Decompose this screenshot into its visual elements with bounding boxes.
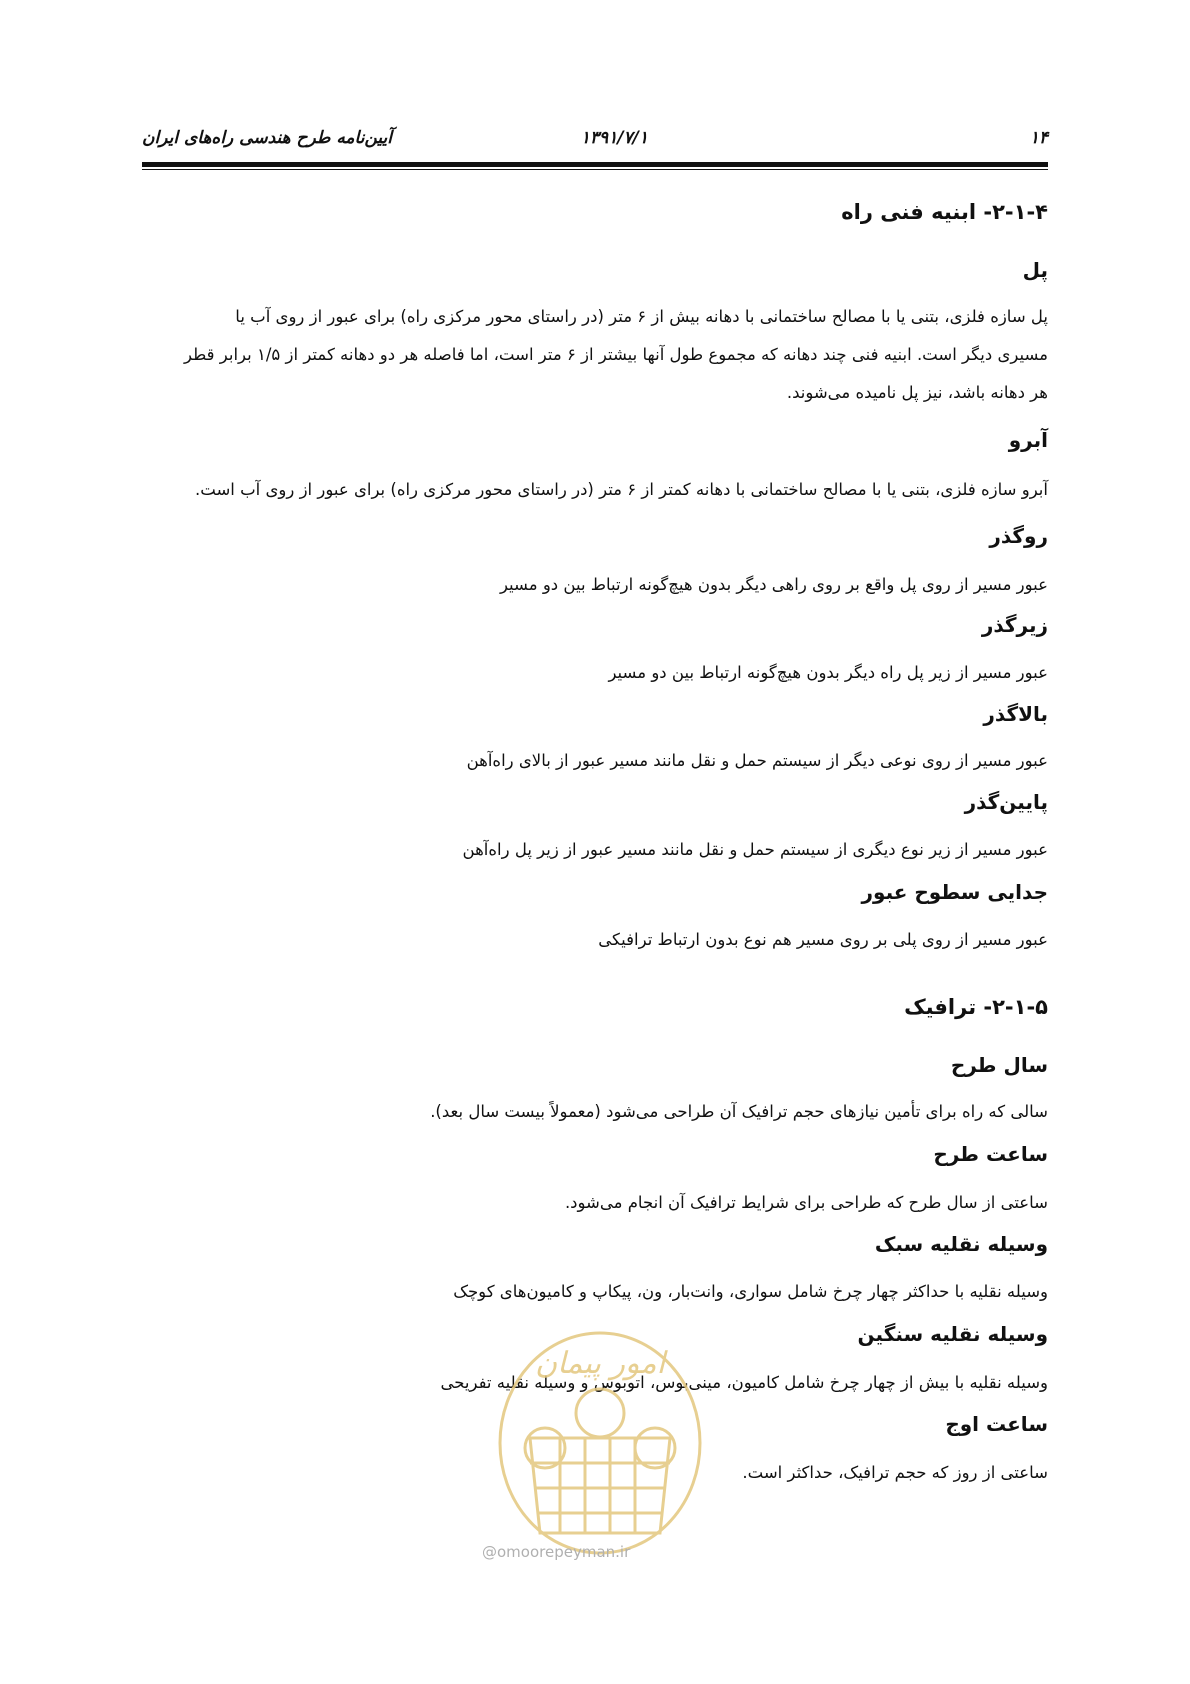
term-definition: وسیله نقلیه با بیش از چهار چرخ شامل کامیون، مینی‌بوس، اتوبوس و وسیله نقلیه تفریحی [440, 1373, 1048, 1392]
term-heading: پایین‌گذر [964, 790, 1048, 814]
header-title: آیین‌نامه طرح هندسی راه‌های ایران [142, 128, 392, 148]
term-definition: عبور مسیر از زیر پل راه دیگر بدون هیچ‌گونه ارتباط بین دو مسیر [608, 663, 1048, 682]
term-definition: عبور مسیر از روی پلی بر روی مسیر هم نوع بدون ارتباط ترافیکی [598, 930, 1048, 949]
watermark-logo-text: امور پیمان [535, 1346, 665, 1381]
term-definition: سالی که راه برای تأمین نیازهای حجم ترافیک آن طراحی می‌شود (معمولاً بیست سال بعد). [430, 1102, 1048, 1121]
watermark-grid-cols [560, 1438, 635, 1533]
paragraph-line: هر دهانه باشد، نیز پل نامیده می‌شوند. [786, 383, 1048, 402]
section-heading: ۲-۱-۴- ابنیه فنی راه [841, 200, 1048, 224]
term-heading: روگذر [989, 524, 1048, 548]
term-heading: ساعت طرح [933, 1142, 1048, 1166]
term-definition: عبور مسیر از روی نوعی دیگر از سیستم حمل و نقل مانند مسیر عبور از بالای راه‌آهن [466, 751, 1048, 770]
watermark-grid-frame [530, 1438, 670, 1533]
header-date: ۱۳۹۱/۷/۱ [580, 128, 648, 148]
term-heading: ساعت اوج [945, 1412, 1048, 1436]
term-heading: زیرگذر [981, 613, 1048, 637]
term-definition: عبور مسیر از زیر نوع دیگری از سیستم حمل و نقل مانند مسیر عبور از زیر پل راه‌آهن [462, 840, 1048, 859]
section-heading: ۲-۱-۵- ترافیک [904, 995, 1048, 1019]
term-heading: سال طرح [950, 1053, 1048, 1077]
header-rule-thin [142, 169, 1048, 170]
term-heading: وسیله نقلیه سنگین [857, 1322, 1048, 1346]
page-header [142, 126, 1048, 160]
term-definition: وسیله نقلیه با حداکثر چهار چرخ شامل سواری، وانت‌بار، ون، پیکاپ و کامیون‌های کوچک [453, 1282, 1048, 1301]
paragraph-line: پل سازه فلزی، بتنی یا با مصالح ساختمانی با دهانه بیش از ۶ متر (در راستای محور مرکزی راه) برای عبور از روی آب یا [235, 307, 1048, 326]
term-definition: عبور مسیر از روی پل واقع بر روی راهی دیگر بدون هیچ‌گونه ارتباط بین دو مسیر [499, 575, 1048, 594]
term-heading: آبرو [1008, 428, 1048, 452]
term-definition: آبرو سازه فلزی، بتنی یا با مصالح ساختمانی با دهانه کمتر از ۶ متر (در راستای محور مرکزی راه) برای عبور از روی آب است. [195, 480, 1048, 499]
term-heading: بالاگذر [983, 702, 1048, 726]
watermark-logo [490, 1318, 710, 1578]
term-definition: ساعتی از روز که حجم ترافیک، حداکثر است. [742, 1463, 1048, 1482]
term-heading: جدایی سطوح عبور [861, 880, 1048, 904]
term-heading: وسیله نقلیه سبک [874, 1232, 1048, 1256]
watermark-url: @omoorepeyman.ir [482, 1543, 631, 1561]
paragraph [142, 298, 1048, 412]
term-heading: پل [1022, 258, 1048, 282]
watermark-gear-center [576, 1389, 624, 1437]
page-number: ۱۴ [1029, 128, 1048, 148]
watermark-grid-rows [530, 1463, 670, 1513]
header-rule-thick [142, 162, 1048, 167]
term-definition: ساعتی از سال طرح که طراحی برای شرایط ترافیک آن انجام می‌شود. [564, 1193, 1048, 1212]
paragraph-line: مسیری دیگر است. ابنیه فنی چند دهانه که مجموع طول آنها بیشتر از ۶ متر است، اما فاصله هر دو دهانه کمتر از ۱/۵ برابر قطر [183, 345, 1048, 364]
